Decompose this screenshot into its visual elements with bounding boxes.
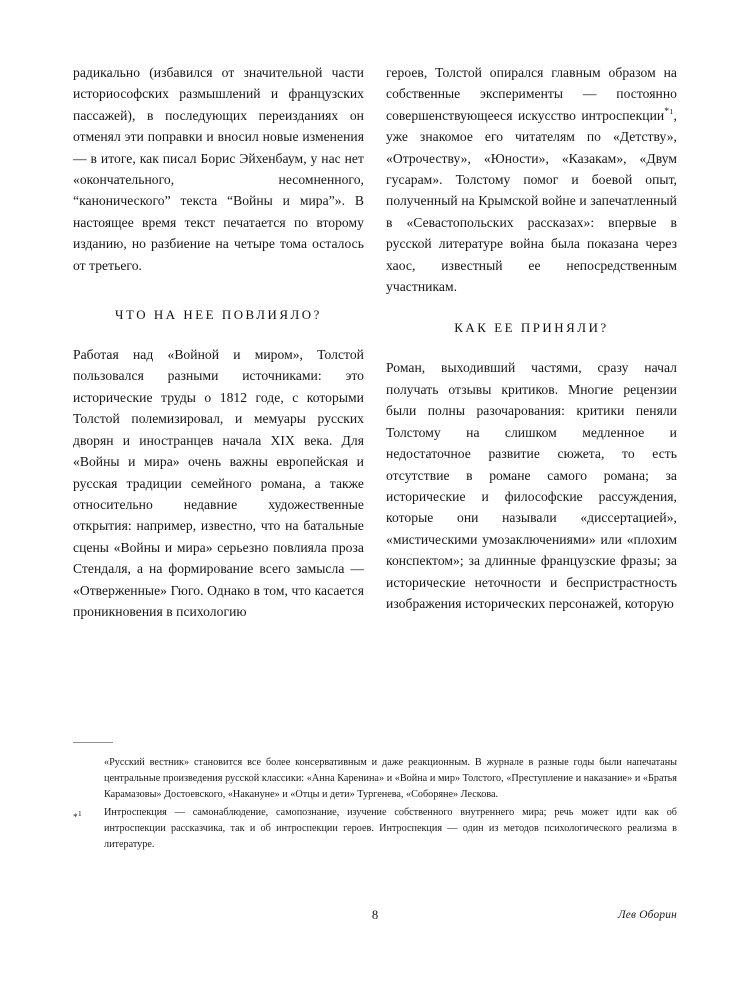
left-column-continued-paragraph: радикально (избавился от значительной части историософских размышлений и французских пассажей), в последующих переизданиях он отменял эти поправки и вносил новые изменения — в итоге, как писал Борис Эйхенбаум, у нас нет «окончательного, несомненного, “канонического” текста “Войны и мира”». В настоящее время текст печатается по второму изданию, но разбиение на четыре тома осталось от третьего. bbox=[73, 65, 364, 273]
footnote-item bbox=[73, 805, 677, 853]
running-foot bbox=[73, 908, 677, 928]
two-column-text-area bbox=[73, 62, 677, 722]
right-column-paragraph-part-one: героев, Толстой опирался главным образом на собственные эксперименты — постоянно совершенствующееся искусство интроспекции bbox=[386, 65, 677, 123]
right-column bbox=[386, 62, 677, 722]
running-author-name: Лев Оборин bbox=[617, 909, 677, 921]
footnote-text: Интроспекция — самонаблюдение, самопознание, изучение собственного внутреннего мира; речь может идти как об интроспекции рассказчика, так и об интроспекции героев. Интроспекция — один из методов психологического реализма в литературе. bbox=[104, 806, 677, 850]
left-column bbox=[73, 62, 364, 722]
right-column-continued-paragraph bbox=[386, 62, 677, 297]
footnote-text: «Русский вестник» становится все более консервативным и даже реакционным. В журнале в разные годы были напечатаны центральные произведения русской классики: «Анна Каренина» и «Война и мир» Толстого, «Преступление и наказание» и «Братья Карамазовы» Достоевского, «Накануне» и «Отцы и дети» Тургенева, «Соборяне» Лескова. bbox=[104, 757, 677, 800]
footnote-marker bbox=[73, 805, 104, 853]
footnote-item bbox=[73, 755, 677, 803]
right-column-section-paragraph: Роман, выходивший частями, сразу начал получать отзывы критиков. Многие рецензии были полны разочарования: критики пеняли Толстому на слишком медленное и недостаточное развитие сюжета, то есть отсутствие в романе самого романа; за исторические и философские рассуждения, которые они называли «диссертацией», «мистическими умозаключениями» или «плохим конспектом»; за длинные французские фразы; за исторические неточности и беспристрастность изображения исторических персонажей, которую bbox=[386, 360, 677, 611]
left-column-section-paragraph: Работая над «Войной и миром», Толстой пользовался разными источниками: это исторические труды о 1812 годе, с которыми Толстой полемизировал, и мемуары русских дворян и иностранцев начала XIX века. Для «Войны и мира» очень важны европейская и русская традиции семейного романа, а также относительно недавние художественные открытия: например, известно, что на батальные сцены «Войны и мира» серьезно повлияла проза Стендаля, а на формирование всего замысла — «Отверженные» Гюго. Однако в том, что касается проникновения в психологию bbox=[73, 347, 364, 619]
right-column-paragraph-part-two: , уже знакомое его читателям по «Детству», «Отрочеству», «Юности», «Казакам», «Двум гусарам». Толстому помог и боевой опыт, полученный на Крымской войне и запечатленный в «Севастопольских рассказах»: впервые в русской литературе война была показана через хаос, известный ее непосредственным участникам. bbox=[386, 107, 677, 295]
inline-footnote-marker[interactable]: *1 bbox=[664, 106, 674, 118]
footnote-separator-rule bbox=[73, 742, 113, 743]
footnote-marker-glyph: * bbox=[73, 812, 78, 823]
page-number: 8 bbox=[371, 908, 379, 922]
section-heading-what-influenced-it: ЧТО НА НЕЕ ПОВЛИЯЛО? bbox=[115, 308, 322, 323]
section-heading-how-was-it-received: КАК ЕЕ ПРИНЯЛИ? bbox=[454, 321, 609, 336]
footnote-area bbox=[73, 742, 677, 852]
footnote-marker-number: 1 bbox=[77, 808, 82, 818]
